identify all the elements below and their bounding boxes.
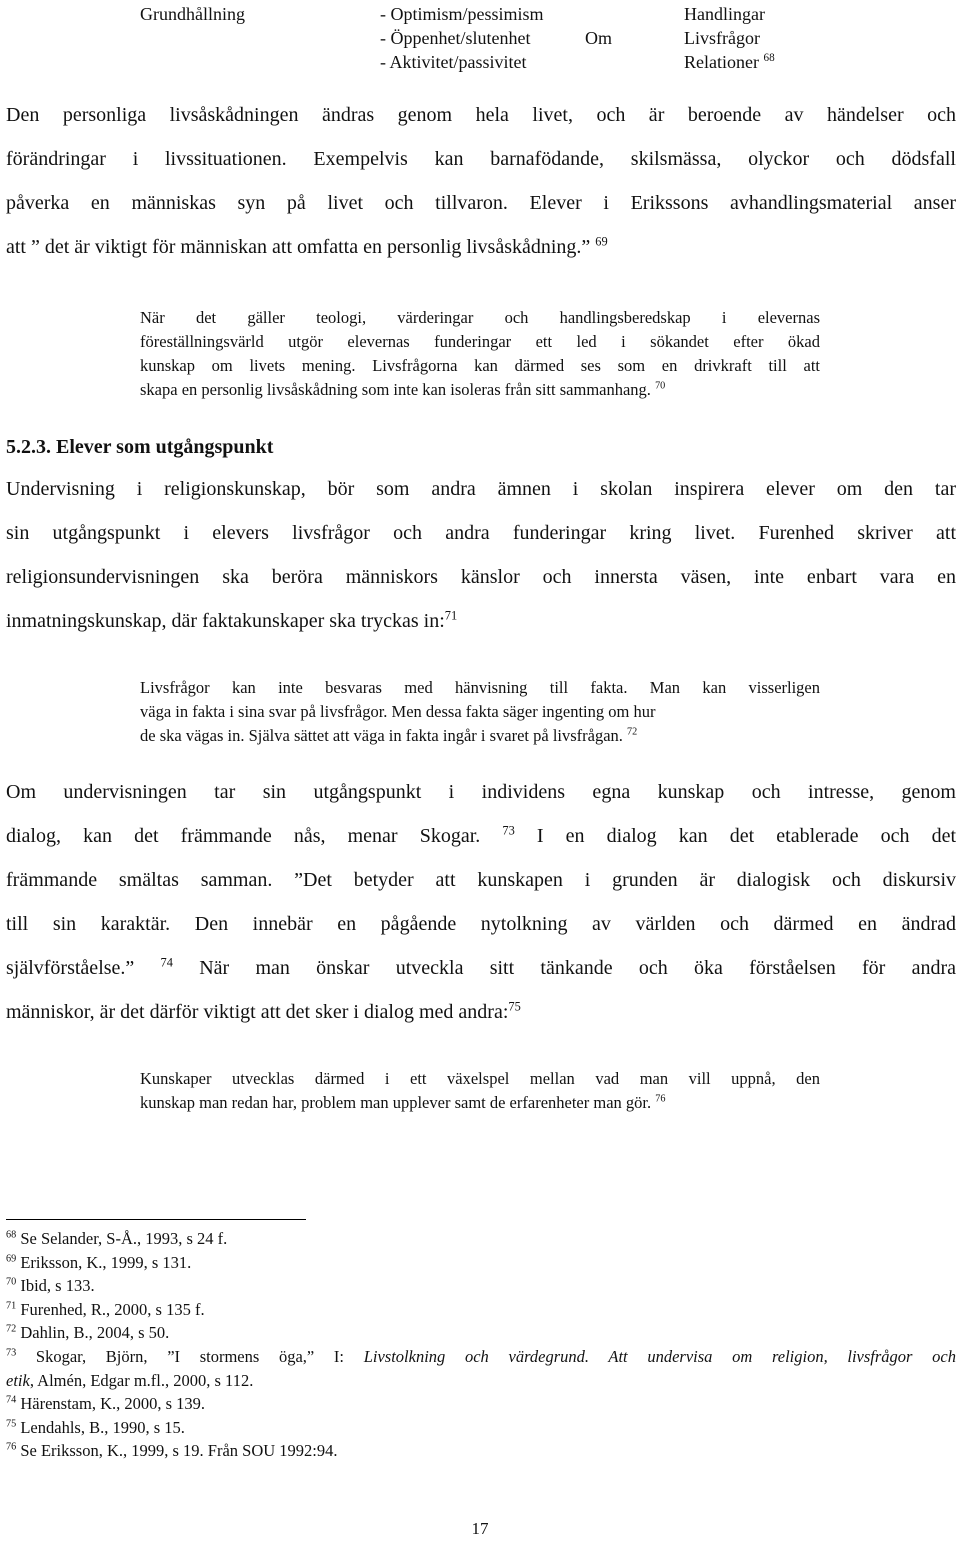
footnote-ref-73: 73 xyxy=(502,825,515,838)
footnote-72: $^{72}$ Dahlin, B., 2004, s 50. xyxy=(6,1323,170,1343)
footnote-number: 70 xyxy=(6,1276,17,1288)
quote-line: Kunskaper utvecklas därmed i ett växelspel mellan vad man vill uppnå, den xyxy=(140,1069,820,1088)
footnote-number: 73 xyxy=(6,1347,17,1359)
footnote-ref-76: 76 xyxy=(655,1093,666,1105)
header-handlingar: Handlingar xyxy=(684,4,765,24)
footnote-68: $^{68}$ Se Selander, S-Å., 1993, s 24 f. xyxy=(6,1229,228,1248)
paragraph-line: Den personliga livsåskådningen ändras genom hela livet, och är beroende av händelser och xyxy=(6,104,956,126)
paragraph-2 xyxy=(6,478,956,654)
block-quote-1 xyxy=(140,307,820,403)
quote-line: skapa en personlig livsåskådning som inte kan isoleras från sitt sammanhang. $^{70}$ xyxy=(140,380,666,399)
footnote-number: 75 xyxy=(6,1418,17,1430)
footnote-ref-69: 69 xyxy=(595,234,608,249)
footnote-76: $^{76}$ Se Eriksson, K., 1999, s 19. Från SOU 1992:94. xyxy=(6,1441,338,1461)
footnote-separator xyxy=(6,1219,306,1220)
paragraph-line: till sin karaktär. Den innebär en pågående nytolkning av världen och därmed en ändrad xyxy=(6,913,956,935)
footnote-73: $^{73}$ Skogar, Björn, ”I stormens öga,” I: Livstolkning och värdegrund. Att undervisa om religion, livsfrågor och xyxy=(6,1346,956,1366)
paragraph-line: främmande smältas samman. ”Det betyder att kunskapen i grunden är dialogisk och diskursiv xyxy=(6,869,956,891)
footnote-ref-74: 74 xyxy=(160,957,173,970)
header-grundhallning: Grundhållning xyxy=(140,4,245,24)
header-oppenhet: - Öppenhet/slutenhet xyxy=(380,28,531,48)
footnote-number: 69 xyxy=(6,1253,17,1265)
quote-line: kunskap man redan har, problem man upplever samt de erfarenheter man gör. $^{76}$ xyxy=(140,1093,666,1112)
footnote-number: 76 xyxy=(6,1441,17,1453)
footnote-number: 68 xyxy=(6,1229,17,1241)
paragraph-line: att ” det är viktigt för människan att omfatta en personlig livsåskådning.” $^{69}$ xyxy=(6,234,608,258)
header-relationer: Relationer $^{68}$ xyxy=(684,52,775,72)
header-livsfragor: Livsfrågor xyxy=(684,28,760,48)
footnote-ref-68: 68 xyxy=(763,52,775,64)
footnote-75: $^{75}$ Lendahls, B., 1990, s 15. xyxy=(6,1417,185,1437)
footnote-ref-72: 72 xyxy=(627,726,638,738)
header-aktivitet: - Aktivitet/passivitet xyxy=(380,52,527,72)
footnote-70: $^{70}$ Ibid, s 133. xyxy=(6,1276,95,1296)
block-quote-3 xyxy=(140,1068,820,1116)
quote-line: kunskap om livets mening. Livsfrågorna kan därmed ses som en drivkraft till att xyxy=(140,356,820,375)
paragraph-line: självförståelse.” $^{74}$ När man önskar utveckla sitt tänkande och öka förståelsen för andra xyxy=(6,957,956,979)
paragraph-line: förändringar i livssituationen. Exempelvis kan barnafödande, skilsmässa, olyckor och dödsfall xyxy=(6,148,956,170)
paragraph-line: inmatningskunskap, där faktakunskaper ska tryckas in:$^{71}$ xyxy=(6,608,458,632)
footnote-69: $^{69}$ Eriksson, K., 1999, s 131. xyxy=(6,1252,192,1272)
page-number: 17 xyxy=(471,1519,489,1538)
paragraph-line: påverka en människas syn på livet och tillvaron. Elever i Erikssons avhandlingsmaterial anser xyxy=(6,192,956,214)
paragraph-1 xyxy=(6,104,956,280)
footnotes xyxy=(6,1228,956,1464)
quote-line: väga in fakta i sina svar på livsfrågor. Men dessa fakta säger ingenting om hur xyxy=(140,702,656,721)
quote-line: föreställningsvärld utgör elevernas funderingar ett led i sökandet efter ökad xyxy=(140,332,820,351)
quote-line: När det gäller teologi, värderingar och handlingsberedskap i elevernas xyxy=(140,308,820,327)
footnote-ref-70: 70 xyxy=(655,380,666,392)
footnote-ref-71: 71 xyxy=(444,608,458,623)
footnote-74: $^{74}$ Härenstam, K., 2000, s 139. xyxy=(6,1394,206,1414)
quote-line: Livsfrågor kan inte besvaras med hänvisning till fakta. Man kan visserligen xyxy=(140,678,820,697)
paragraph-line: Undervisning i religionskunskap, bör som andra ämnen i skolan inspirera elever om den tar xyxy=(6,478,956,500)
paragraph-3 xyxy=(6,781,956,1045)
footnote-73-cont: etik, Almén, Edgar m.fl., 2000, s 112. xyxy=(6,1370,254,1390)
header-optimism: - Optimism/pessimism xyxy=(380,4,544,24)
footnote-number: 74 xyxy=(6,1394,17,1406)
footnote-number: 72 xyxy=(6,1323,17,1335)
paragraph-line: sin utgångspunkt i elevers livsfrågor och andra funderingar kring livet. Furenhed skriver att xyxy=(6,522,956,544)
quote-line: de ska vägas in. Själva sättet att väga in fakta ingår i svaret på livsfrågan. $^{72}$ xyxy=(140,726,638,745)
section-heading: 5.2.3. Elever som utgångspunkt xyxy=(6,436,274,458)
block-quote-2 xyxy=(140,677,820,749)
paragraph-line: Om undervisningen tar sin utgångspunkt i individens egna kunskap och intresse, genom xyxy=(6,781,956,803)
paragraph-line: dialog, kan det främmande nås, menar Skogar. $^{73}$ I en dialog kan det etablerade och det xyxy=(6,825,956,847)
footnote-71: $^{71}$ Furenhed, R., 2000, s 135 f. xyxy=(6,1299,205,1319)
footnote-number: 71 xyxy=(6,1300,17,1312)
paragraph-line: religionsundervisningen ska beröra människors känslor och innersta väsen, inte enbart vara en xyxy=(6,566,956,588)
footnote-ref-75: 75 xyxy=(508,999,521,1014)
header-om: Om xyxy=(585,28,612,48)
paragraph-line: människor, är det därför viktigt att det sker i dialog med andra:$^{75}$ xyxy=(6,999,521,1023)
